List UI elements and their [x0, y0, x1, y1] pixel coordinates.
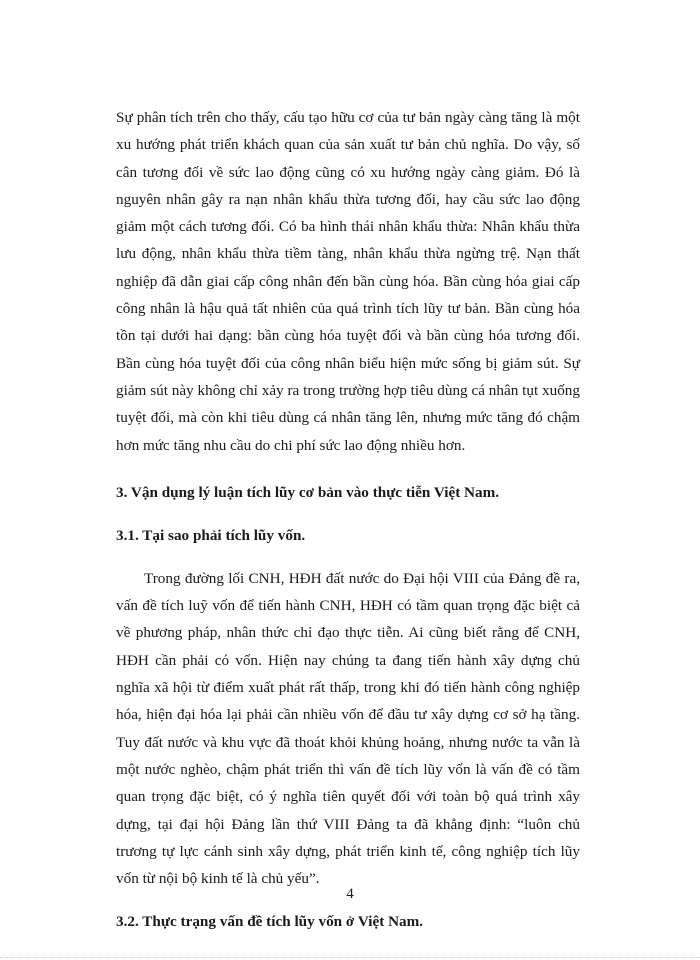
spacer	[116, 459, 580, 479]
spacer	[116, 506, 580, 522]
spacer	[116, 549, 580, 565]
heading-section-3-1: 3.1. Tại sao phải tích lũy vốn.	[116, 526, 306, 544]
page-number: 4	[346, 886, 354, 902]
heading-section-3: 3. Vận dụng lý luận tích lũy cơ bản vào thực tiễn Việt Nam.	[116, 483, 500, 501]
paragraph-capital-accumulation-analysis: Sự phân tích trên cho thấy, cấu tạo hữu cơ của tư bản ngày càng tăng là một xu hướng phát triển khách quan của sản xuất tư bản chủ nghĩa. Do vậy, số cân tương đối về sức lao động cũng có xu hướng ngày càng giảm. Đó là nguyên nhân gây ra nạn nhân khẩu thừa tương đối, hay cầu sức lao động giảm một cách tương đối. Có ba hình thái nhân khẩu thừa: Nhân khẩu thừa lưu động, nhân khẩu thừa tiềm tàng, nhân khẩu thừa ngừng trệ. Nạn thất nghiệp đã dẫn giai cấp công nhân đến bần cùng hóa. Bần cùng hóa giai cấp công nhân là hậu quả tất nhiên của quá trình tích lũy tư bản. Bần cùng hóa tồn tại dưới hai dạng: bần cùng hóa tuyệt đối và bần cùng hóa tương đối. Bần cùng hóa tuyệt đối của công nhân biểu hiện mức sống bị giảm sút. Sự giảm sút này không chỉ xảy ra trong trường hợp tiêu dùng cá nhân tụt xuống tuyệt đối, mà còn khi tiêu dùng cá nhân tăng lên, nhưng mức tăng đó chậm hơn mức tăng nhu cầu do chi phí sức lao động nhiều hơn.	[116, 109, 580, 454]
heading-section-3-2: 3.2. Thực trạng vấn đề tích lũy vốn ở Việt Nam.	[116, 913, 424, 931]
paragraph-why-accumulate-capital: Trong đường lối CNH, HĐH đất nước do Đại hội VIII của Đảng đề ra, vấn đề tích luỹ vốn để tiến hành CNH, HĐH có tầm quan trọng đặc biệt cả về phương pháp, nhân thức chỉ đạo thực tiễn. Ai cũng biết rằng để CNH, HĐH cần phải có vốn. Hiện nay chúng ta đang tiến hành xây dựng chủ nghĩa xã hội từ điểm xuất phát rất thấp, trong khi đó tiến hành công nghiệp hóa, hiện đại hóa lại phải cần nhiều vốn để đầu tư xây dựng cơ sở hạ tầng. Tuy đất nước và khu vực đã thoát khỏi khủng hoảng, nhưng nước ta vẫn là một nước nghèo, chậm phát triển thì vấn đề tích lũy vốn là vấn đề có tầm quan trọng đặc biệt, có ý nghĩa tiên quyết đối với toàn bộ quá trình xây dựng, tại đại hội Đảng lần thứ VIII Đảng ta đã khẳng định: “luôn chủ trương tự lực cánh sinh xây dựng, phát triển kinh tế, công nghiệp tích lũy vốn từ nội bộ kinh tế là chủ yếu”.	[116, 569, 580, 888]
page-bottom-edge	[0, 957, 700, 958]
page-content	[116, 104, 580, 935]
